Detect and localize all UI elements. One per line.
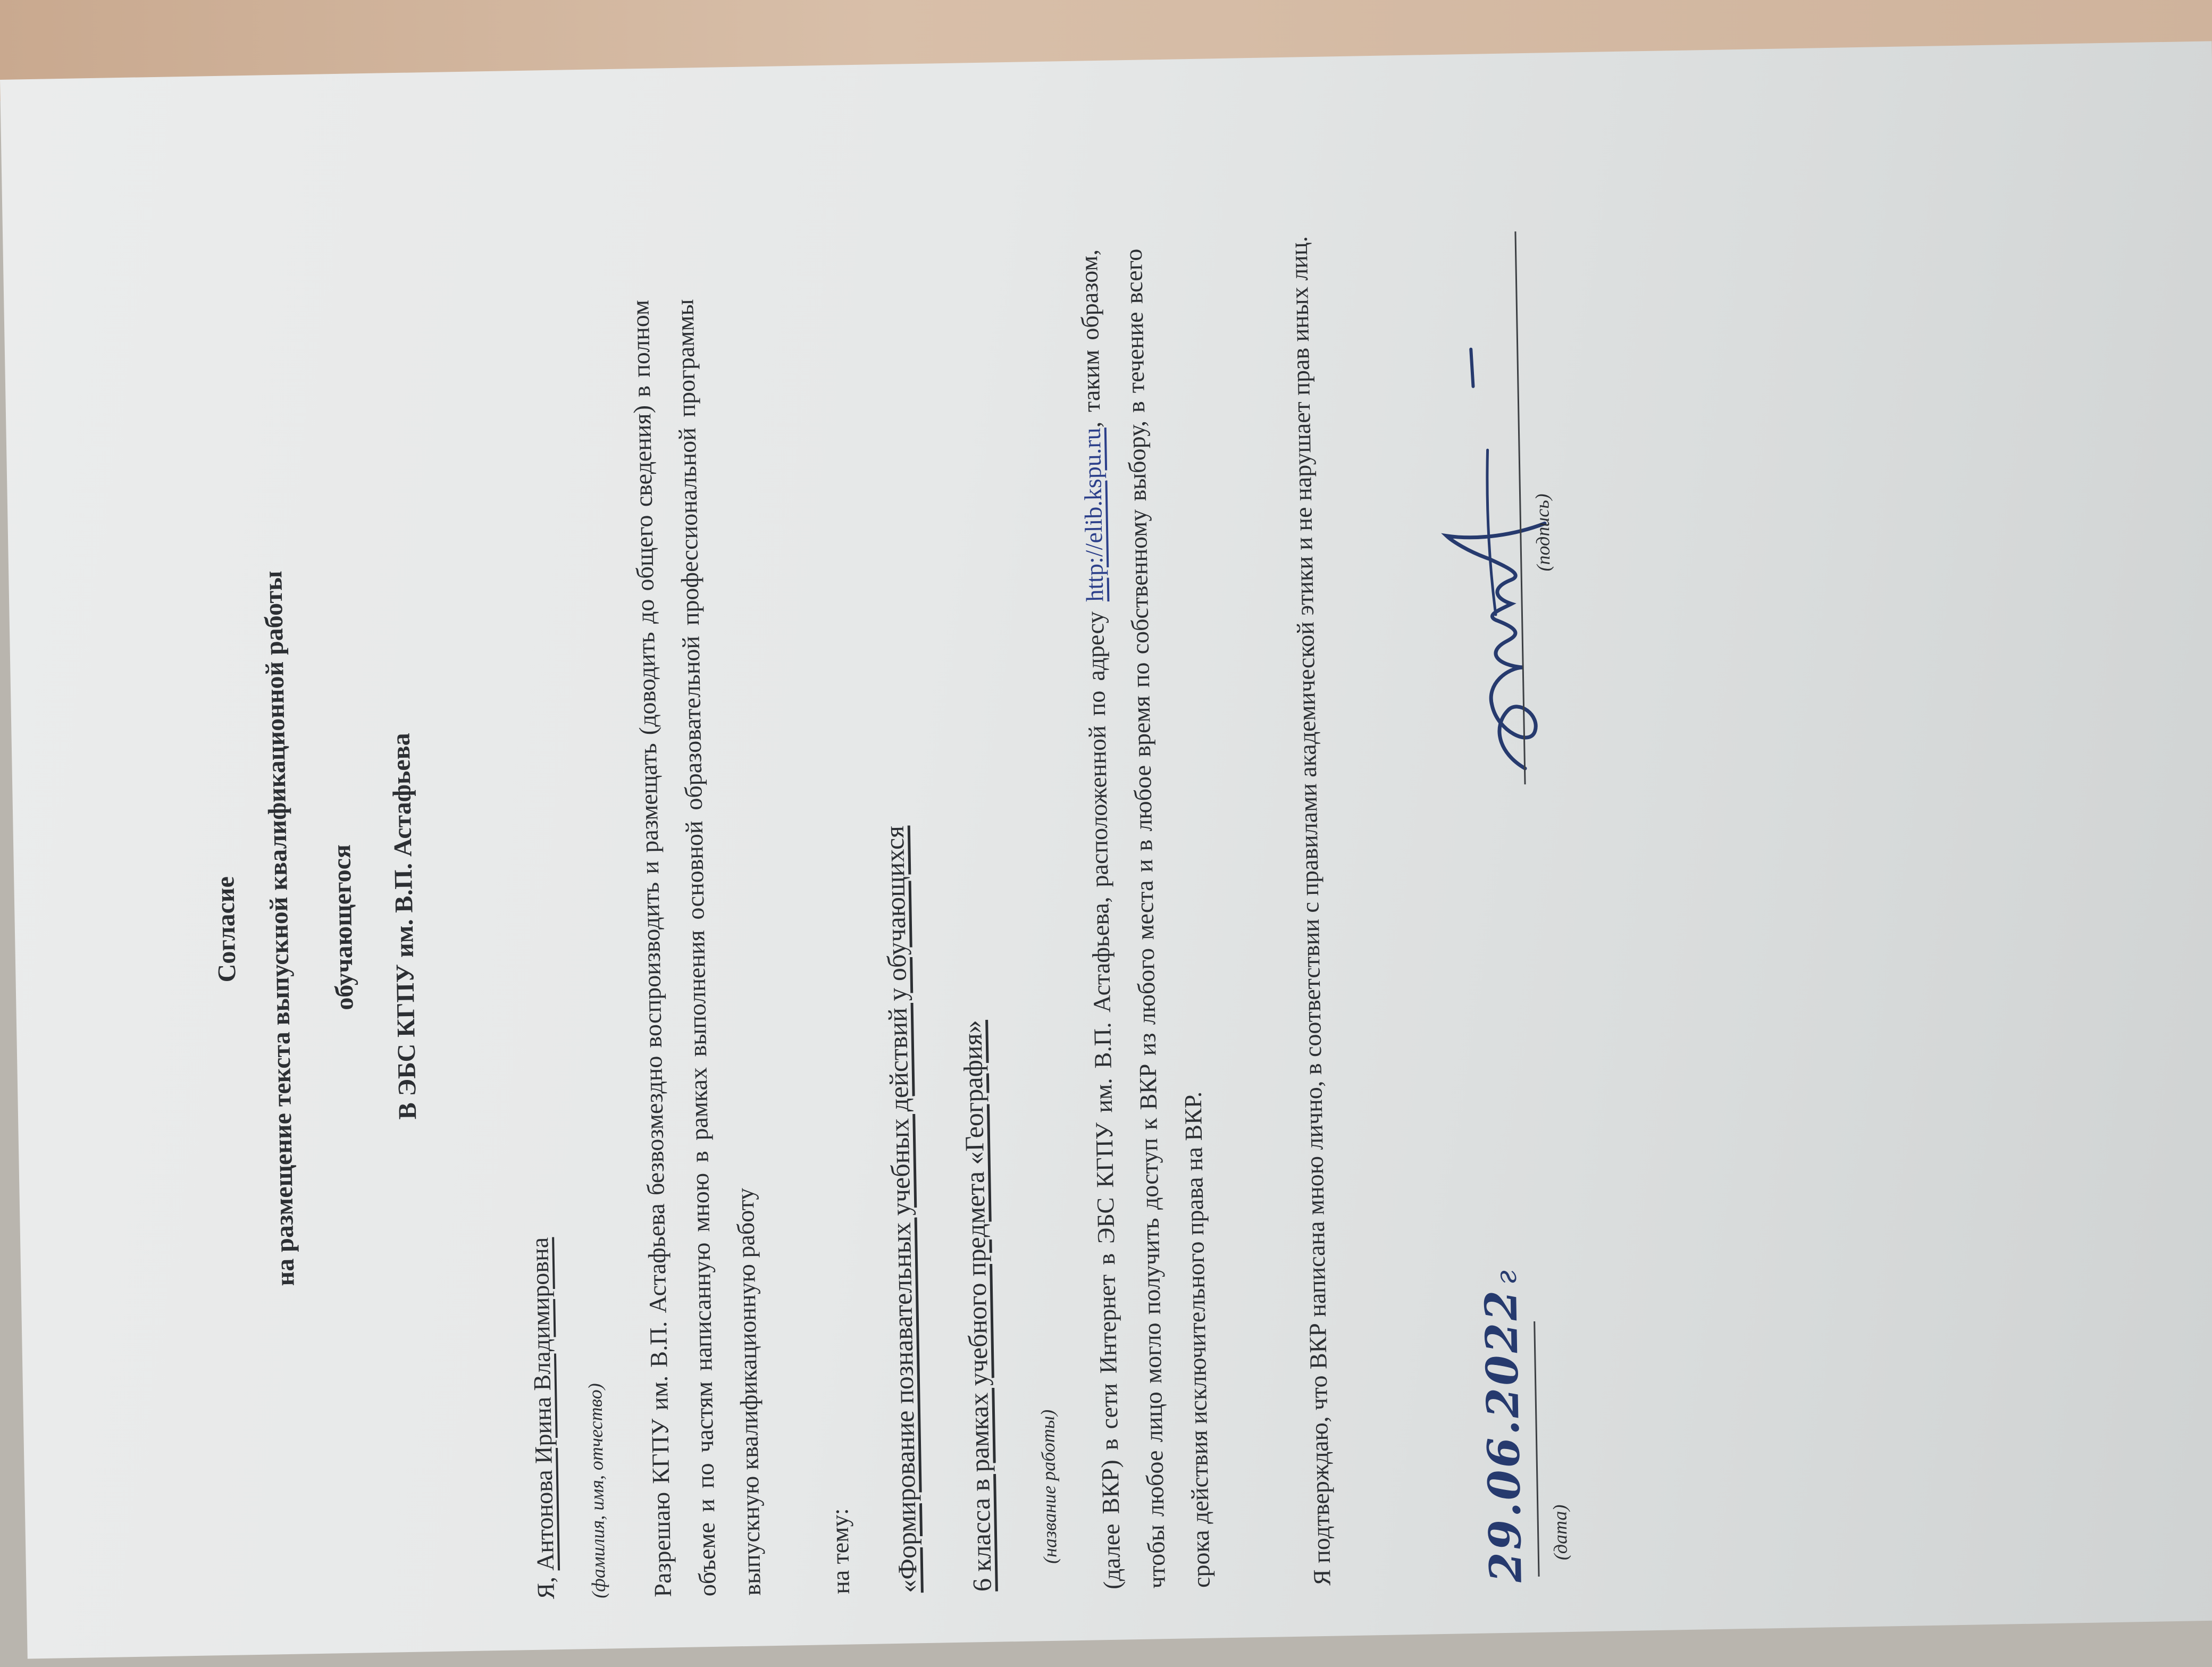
document-subtitle-line1: на размещение текста выпускной квалификационной работы <box>259 571 300 1287</box>
topic-line1: «Формирование познавательных учебных действий у обучающихся <box>879 825 923 1594</box>
vkr-paragraph-end: , таким образом, чтобы любое лицо могло получить доступ к ВКР из любого места и в любое время по собственному выбору, в течение всего срока действия исключительного права на ВКР. <box>1075 248 1215 1589</box>
name-line <box>517 1237 568 1599</box>
name-prefix: Я, <box>532 1576 560 1599</box>
elib-url-link[interactable]: http://elib.kspu.ru <box>1078 428 1109 602</box>
date-value: 29.06.2022 <box>1476 1287 1532 1583</box>
date-suffix: г <box>1489 1268 1523 1285</box>
paper-sheet <box>0 41 2212 1658</box>
confirmation-paragraph: Я подтверждаю, что ВКР написана мною лично, в соответствии с правилами академической этики и не нарушает прав иных лиц. <box>1285 236 1336 1586</box>
vkr-paragraph-start: (далее ВКР) в сети Интернет в ЭБС КГПУ им. В.П. Астафьева, расположенной по адресу <box>1081 611 1126 1590</box>
document-subtitle-line2: обучающегося <box>328 844 359 1011</box>
topic-caption: (название работы) <box>1036 1409 1061 1564</box>
signature-caption: (подпись) <box>1531 493 1554 572</box>
document-title: Согласие <box>211 876 241 983</box>
handwritten-date <box>1475 1268 1531 1582</box>
permission-paragraph: Разрешаю КГПУ им. В.П. Астафьева безвозмездно воспроизводить и размещать (доводить до общего сведения) в полном объеме и по частям написанную мною в рамках выполнения основной образовательной профессиональной программы выпускную квалификационную работу <box>626 299 766 1598</box>
date-caption: (дата) <box>1549 1504 1572 1561</box>
name-value: Антонова Ирина Владимировна <box>526 1237 559 1571</box>
name-caption: (фамилия, имя, отчество) <box>584 1383 610 1599</box>
topic-label: на тему: <box>826 1508 854 1595</box>
vkr-paragraph <box>1067 248 1224 1590</box>
date-underline <box>1534 1321 1539 1577</box>
consent-document <box>95 175 1572 1665</box>
document-subtitle-line3: В ЭБС КГПУ им. В.П. Астафьева <box>387 733 422 1120</box>
topic-line2: 6 класса в рамках учебного предмета «География» <box>957 1019 997 1592</box>
